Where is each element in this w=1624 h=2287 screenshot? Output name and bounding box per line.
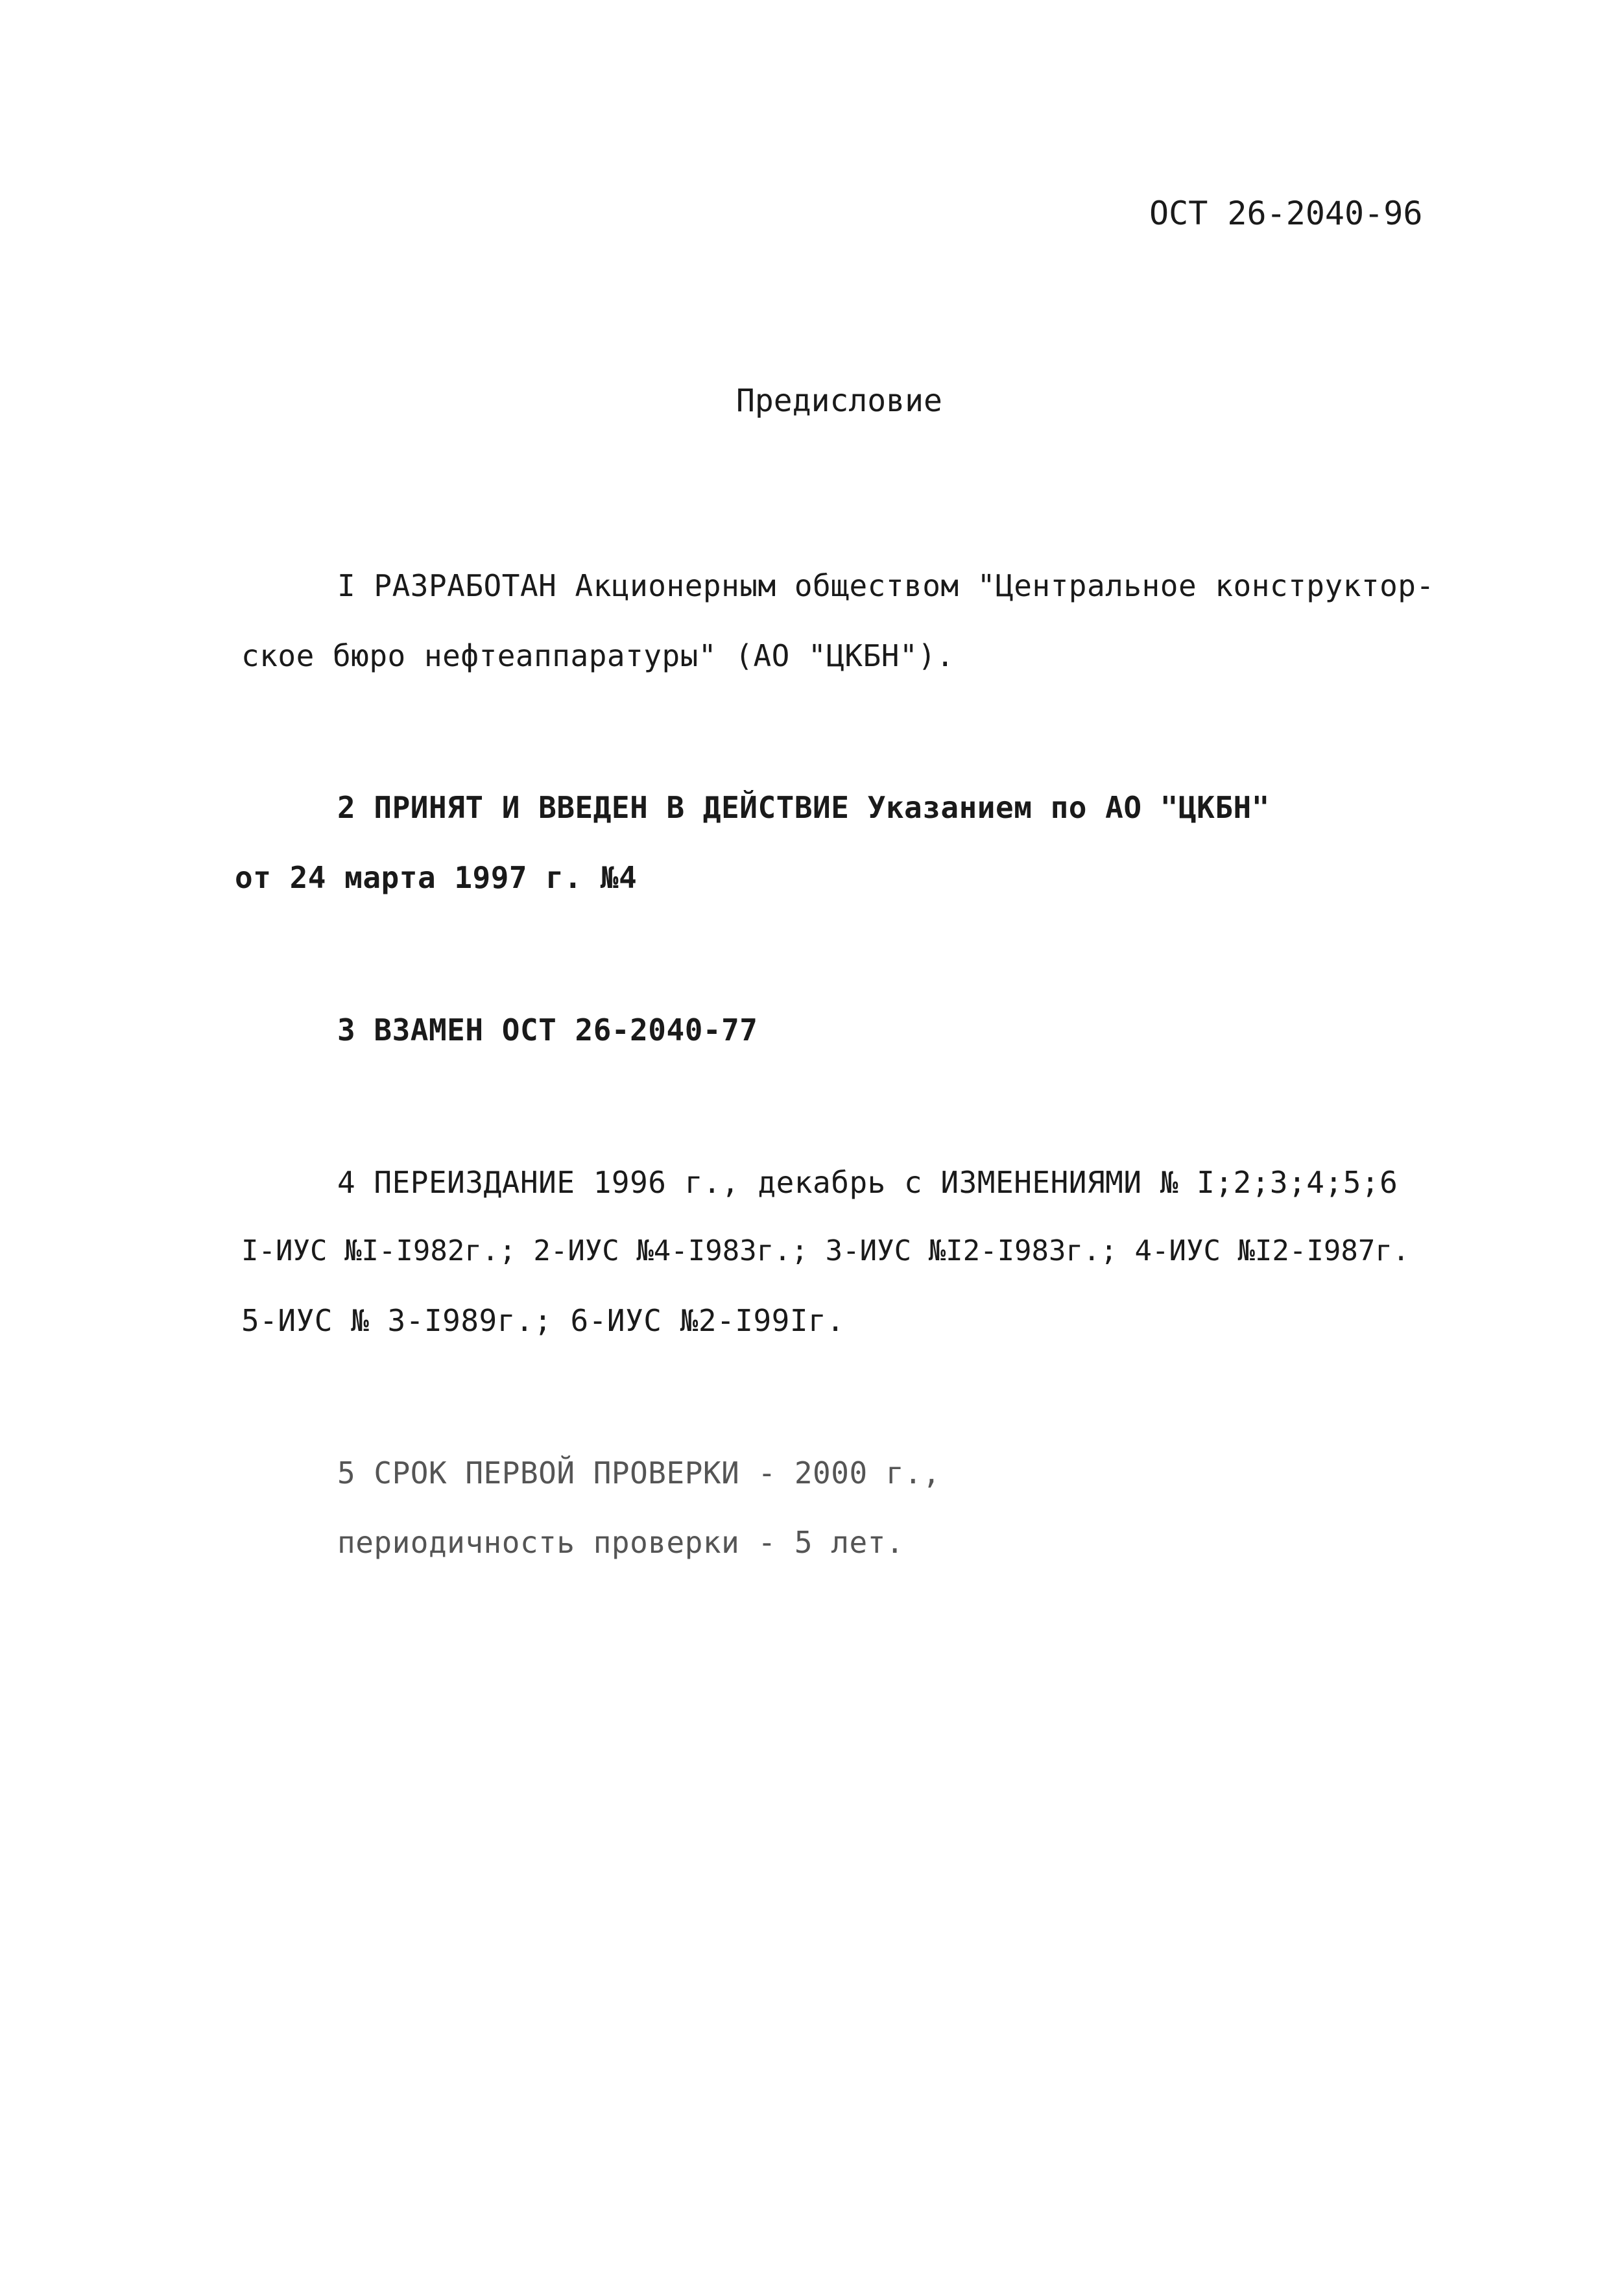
item-3-line-1: 3 ВЗАМЕН ОСТ 26-2040-77 [337,1012,758,1048]
item-2-line-1: 2 ПРИНЯТ И ВВЕДЕН В ДЕЙСТВИЕ Указанием по АО "ЦКБН" [337,790,1270,825]
item-2-line-2: от 24 марта 1997 г. №4 [235,860,638,895]
item-5-line-1: 5 СРОК ПЕРВОЙ ПРОВЕРКИ - 2000 г., [337,1455,941,1491]
page-title: Предисловие [736,383,942,419]
item-1-line-1: I РАЗРАБОТАН Акционерным обществом "Центральное конструктор- [337,568,1435,603]
item-4-line-2: I-ИУС №I-I982г.; 2-ИУС №4-I983г.; 3-ИУС №I2-I983г.; 4-ИУС №I2-I987г. [241,1234,1410,1267]
item-5-line-2: периодичность проверки - 5 лет. [337,1525,905,1560]
item-4-line-1: 4 ПЕРЕИЗДАНИЕ 1996 г., декабрь с ИЗМЕНЕНИЯМИ № I;2;3;4;5;6 [337,1165,1398,1200]
item-4-line-3: 5-ИУС № 3-I989г.; 6-ИУС №2-I99Iг. [241,1303,845,1338]
document-code: ОСТ 26-2040-96 [1149,195,1423,232]
item-1-line-2: ское бюро нефтеаппаратуры" (АО "ЦКБН"). [241,638,955,673]
